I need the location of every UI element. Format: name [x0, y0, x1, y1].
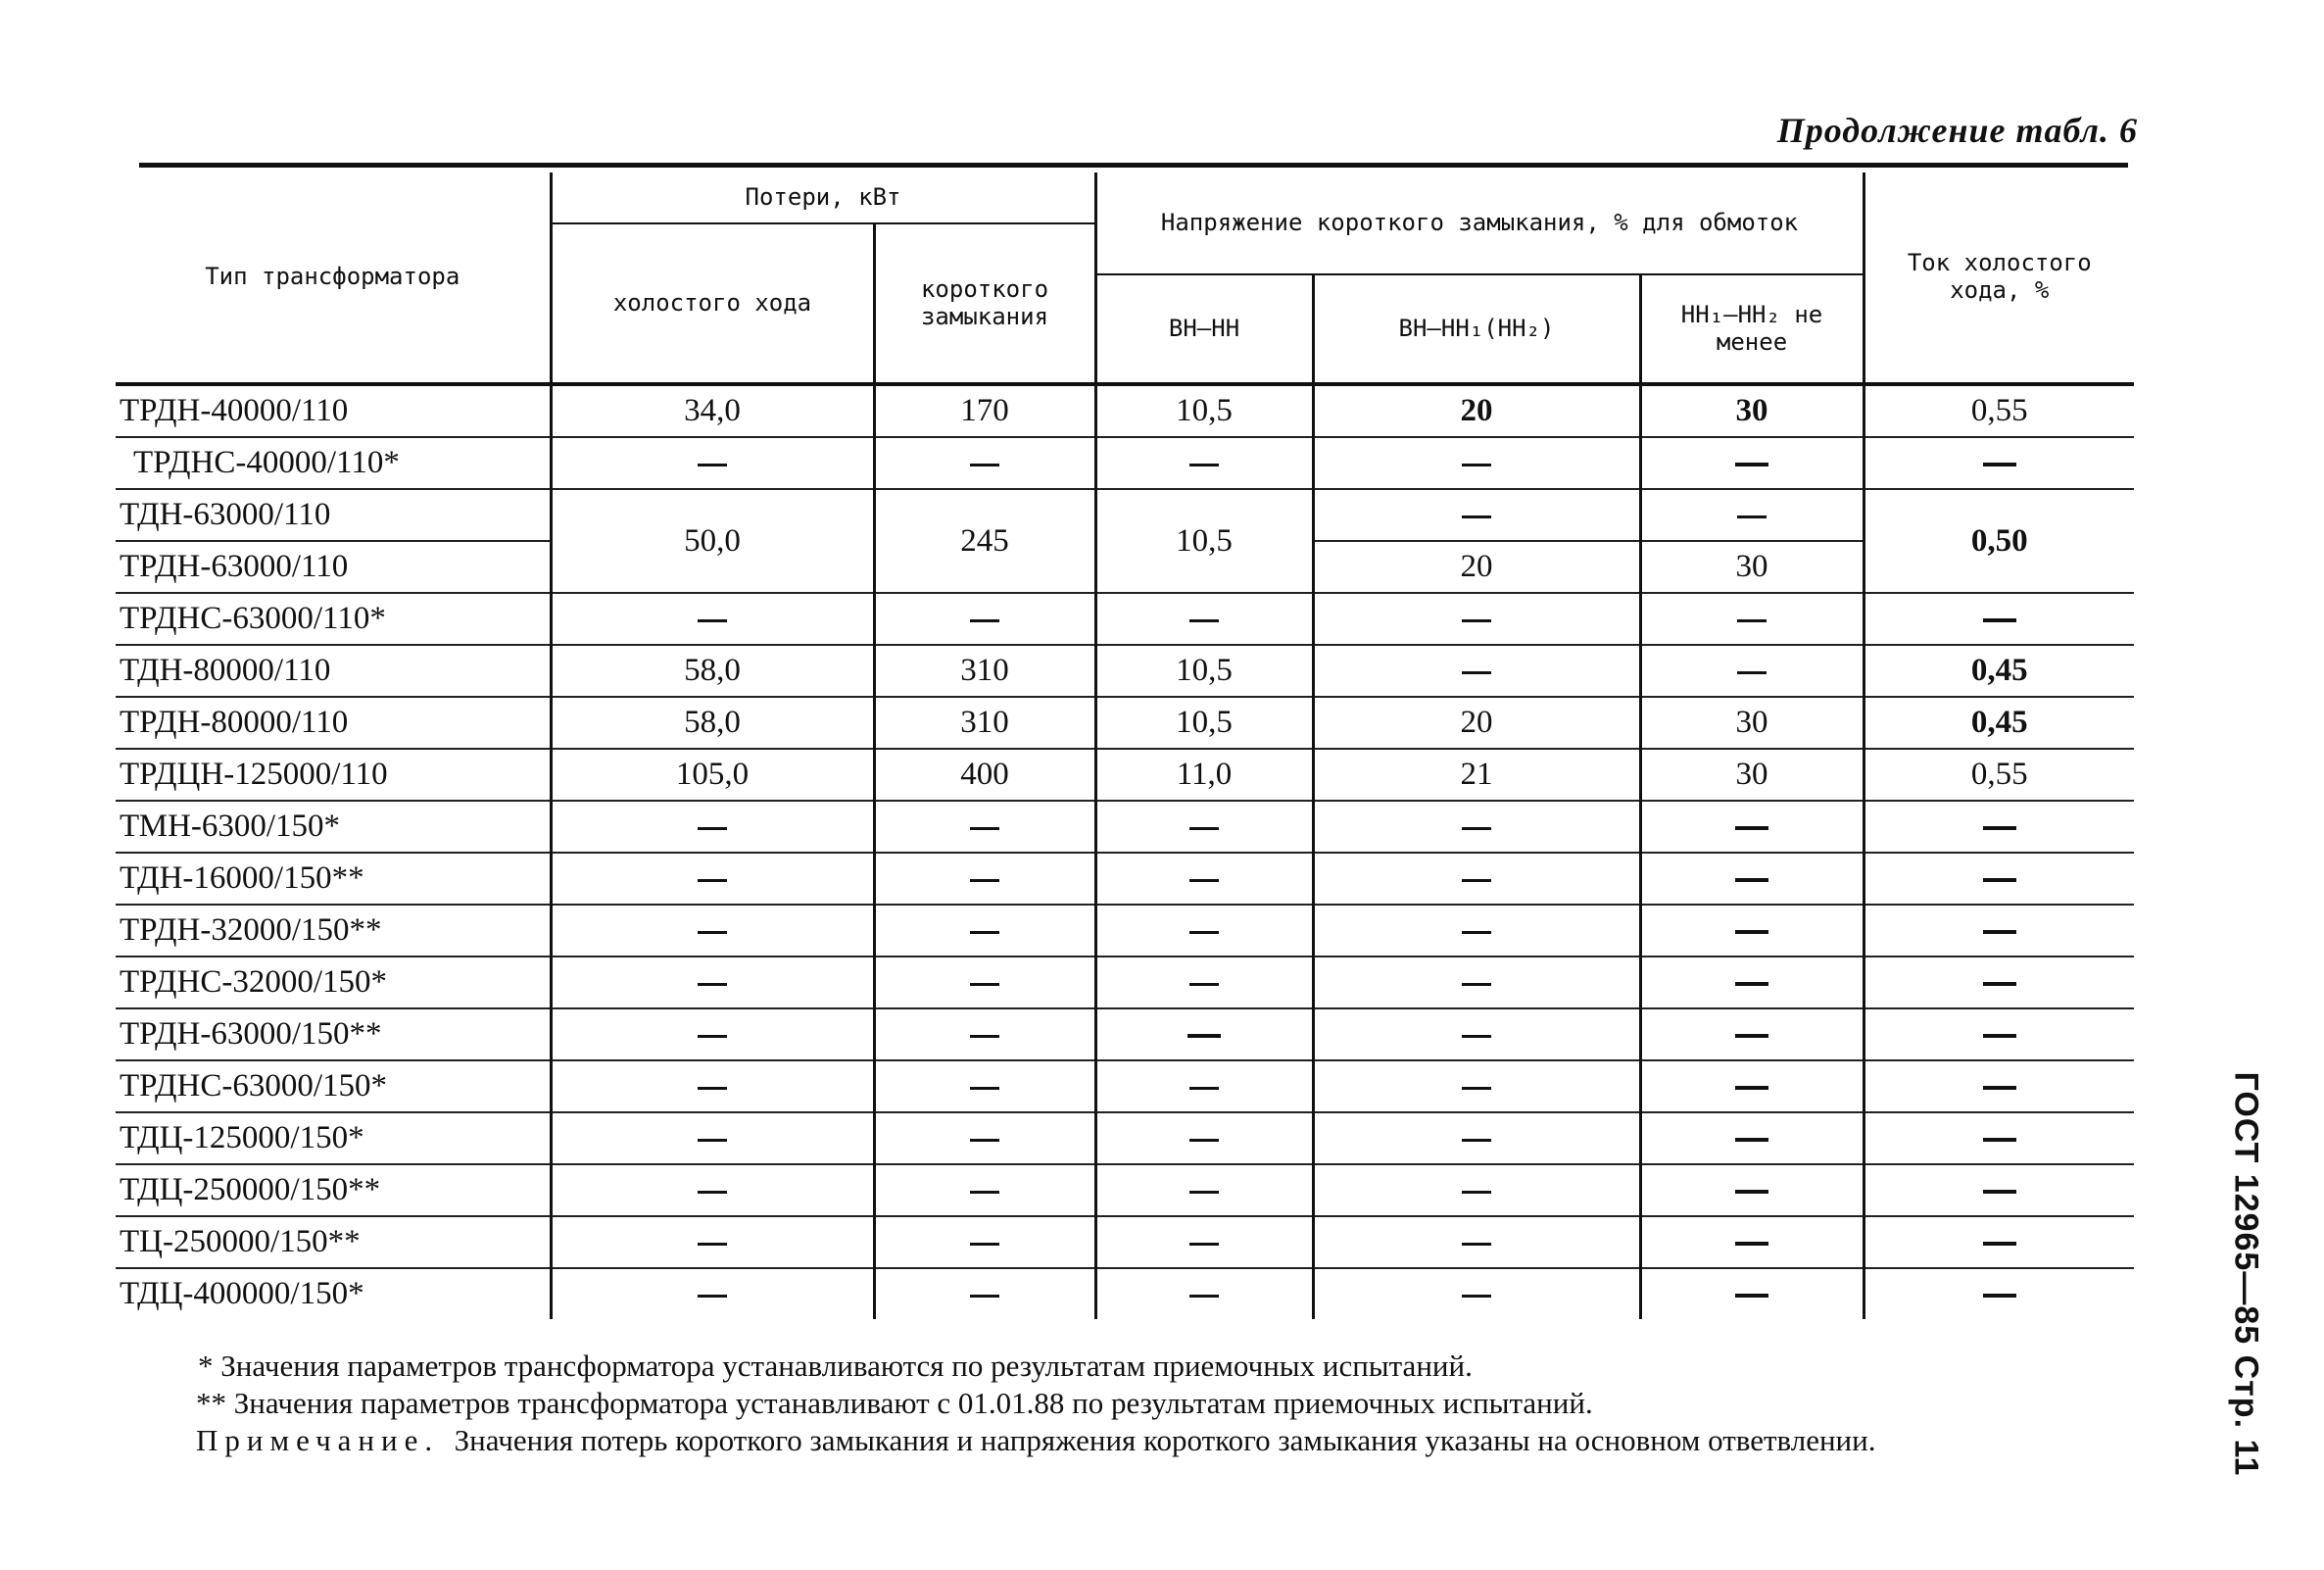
- cell-idle-loss: 34,0: [551, 384, 874, 437]
- dash: [1189, 827, 1219, 830]
- table-row: [116, 1008, 2134, 1060]
- dash: [970, 983, 999, 986]
- dash: [1189, 1191, 1219, 1194]
- dash: [1735, 1034, 1768, 1038]
- cell-vn-nn: 11,0: [1095, 749, 1313, 801]
- header-losses: Потери, кВт: [551, 172, 1095, 223]
- dash: [1983, 1294, 2016, 1298]
- cell-current: 0,55: [1864, 749, 2134, 801]
- dash: [1983, 930, 2016, 934]
- top-rule: [139, 163, 2128, 168]
- dash: [1983, 1034, 2016, 1038]
- transformer-type: ТДН-16000/150**: [116, 853, 551, 905]
- transformer-type: ТРДН-63000/150**: [116, 1008, 551, 1060]
- transformer-type: ТДЦ-125000/150*: [116, 1112, 551, 1164]
- dash: [1983, 618, 2016, 622]
- dash: [1462, 931, 1491, 934]
- header-nn1-nn2: НН₁—НН₂ не менее: [1640, 274, 1864, 384]
- note-text: Значения потерь короткого замыкания и напряжения короткого замыкания указаны на основном ответвлении.: [454, 1423, 1876, 1457]
- table-row: [116, 749, 2134, 801]
- header-losses-short: короткого замыкания: [874, 223, 1095, 384]
- dash: [698, 1295, 727, 1298]
- cell-vn-nn: 10,5: [1095, 645, 1313, 697]
- table-row: [116, 1164, 2134, 1216]
- side-page-header: [2216, 1058, 2275, 1490]
- table-row: [116, 801, 2134, 853]
- dash: [970, 1295, 999, 1298]
- table-row: [116, 1112, 2134, 1164]
- transformer-type: ТРДНС-63000/150*: [116, 1060, 551, 1112]
- dash: [1462, 515, 1491, 518]
- dash: [1462, 827, 1491, 830]
- dash: [1462, 619, 1491, 622]
- dash: [1737, 515, 1767, 518]
- dash: [1189, 931, 1219, 934]
- transformer-type: ТРДН-32000/150**: [116, 905, 551, 957]
- dash: [1462, 983, 1491, 986]
- cell-short-loss: 310: [874, 645, 1095, 697]
- side-header-text: ГОСТ 12965—85 Стр. 11: [2227, 1071, 2265, 1477]
- dash: [1737, 619, 1767, 622]
- table-row: [116, 1060, 2134, 1112]
- dash: [1735, 1242, 1768, 1246]
- cell-vn-nn1: 21: [1313, 749, 1640, 801]
- table-row: [116, 905, 2134, 957]
- cell-short-loss: 310: [874, 697, 1095, 749]
- cell-current: 0,45: [1864, 645, 2134, 697]
- dash: [1189, 1295, 1219, 1298]
- dash: [970, 1087, 999, 1090]
- cell-vn-nn: 10,5: [1095, 697, 1313, 749]
- dash: [970, 827, 999, 830]
- dash: [1735, 826, 1768, 830]
- dash: [1983, 1190, 2016, 1194]
- dash: [970, 464, 999, 466]
- dash: [1983, 982, 2016, 986]
- dash: [698, 931, 727, 934]
- header-vn-nn1: ВН—НН₁(НН₂): [1313, 274, 1640, 384]
- dash: [1187, 1034, 1221, 1038]
- dash: [698, 1191, 727, 1194]
- dash: [970, 619, 999, 622]
- transformer-type: ТРДЦН-125000/110: [116, 749, 551, 801]
- dash: [1189, 1139, 1219, 1142]
- cell-idle-loss: 58,0: [551, 697, 874, 749]
- dash: [698, 619, 727, 622]
- table-row: [116, 697, 2134, 749]
- transformer-table: [116, 172, 2134, 1319]
- dash: [1462, 1035, 1491, 1038]
- footnote-2: ** Значения параметров трансформатора устанавливают с 01.01.88 по результатам приемочных испытаний.: [196, 1386, 1593, 1420]
- dash: [1462, 879, 1491, 882]
- dash: [970, 1139, 999, 1142]
- cell-short-loss-merged: 245: [874, 489, 1095, 593]
- footnote-1: * Значения параметров трансформатора устанавливаются по результатам приемочных испытаний.: [198, 1349, 1473, 1383]
- dash: [698, 983, 727, 986]
- dash: [1983, 1138, 2016, 1142]
- dash: [1735, 1190, 1768, 1194]
- table-row: [116, 853, 2134, 905]
- table-row: [116, 489, 2134, 541]
- header-vn-nn: ВН—НН: [1095, 274, 1313, 384]
- table-row: [116, 957, 2134, 1008]
- dash: [1983, 463, 2016, 466]
- cell-nn1-nn2: 30: [1640, 541, 1864, 593]
- dash: [1462, 1139, 1491, 1142]
- cell-idle-loss: 105,0: [551, 749, 874, 801]
- dash: [1189, 619, 1219, 622]
- dash: [1735, 878, 1768, 882]
- header-voltage: Напряжение короткого замыкания, % для обмоток: [1095, 172, 1864, 274]
- header-losses-idle: холостого хода: [551, 223, 874, 384]
- dash: [1462, 1295, 1491, 1298]
- table-row: [116, 437, 2134, 489]
- table-row: [116, 1216, 2134, 1268]
- transformer-type: ТРДН-80000/110: [116, 697, 551, 749]
- cell-nn1-nn2: 30: [1640, 749, 1864, 801]
- dash: [970, 1191, 999, 1194]
- cell-current: 0,55: [1864, 384, 2134, 437]
- footnotes: [116, 1348, 2134, 1459]
- header-type: Тип трансформатора: [116, 172, 551, 384]
- dash: [1189, 1243, 1219, 1246]
- cell-short-loss: 400: [874, 749, 1095, 801]
- cell-short-loss: 170: [874, 384, 1095, 437]
- dash: [1983, 1086, 2016, 1090]
- dash: [970, 931, 999, 934]
- cell-vn-nn1: 20: [1313, 541, 1640, 593]
- cell-vn-nn1: 20: [1313, 697, 1640, 749]
- cell-nn1-nn2: 30: [1640, 697, 1864, 749]
- dash: [1983, 1242, 2016, 1246]
- dash: [1735, 1294, 1768, 1298]
- transformer-type: ТДН-63000/110: [116, 489, 551, 541]
- dash: [970, 1035, 999, 1038]
- cell-idle-loss: 58,0: [551, 645, 874, 697]
- dash: [698, 1035, 727, 1038]
- dash: [1462, 464, 1491, 466]
- dash: [1189, 1087, 1219, 1090]
- dash: [1735, 463, 1768, 466]
- cell-idle-loss-merged: 50,0: [551, 489, 874, 593]
- dash: [1189, 464, 1219, 466]
- note-label: Примечание.: [196, 1423, 440, 1457]
- dash: [1735, 982, 1768, 986]
- dash: [1735, 1086, 1768, 1090]
- transformer-type: ТДЦ-250000/150**: [116, 1164, 551, 1216]
- transformer-type: ТДН-80000/110: [116, 645, 551, 697]
- cell-vn-nn1: 20: [1313, 384, 1640, 437]
- dash: [1462, 671, 1491, 674]
- dash: [1735, 930, 1768, 934]
- dash: [1737, 671, 1767, 674]
- dash: [1462, 1191, 1491, 1194]
- dash: [698, 1087, 727, 1090]
- table-row: [116, 593, 2134, 645]
- dash: [1189, 983, 1219, 986]
- dash: [1983, 826, 2016, 830]
- table-row: [116, 384, 2134, 437]
- transformer-type: ТМН-6300/150*: [116, 801, 551, 853]
- cell-current-merged: 0,50: [1864, 489, 2134, 593]
- dash: [698, 1243, 727, 1246]
- dash: [1189, 879, 1219, 882]
- cell-vn-nn-merged: 10,5: [1095, 489, 1313, 593]
- transformer-type: ТРДНС-63000/110*: [116, 593, 551, 645]
- transformer-type: ТРДН-63000/110: [116, 541, 551, 593]
- dash: [698, 1139, 727, 1142]
- dash: [970, 879, 999, 882]
- transformer-type: ТЦ-250000/150**: [116, 1216, 551, 1268]
- transformer-type: ТРДНС-40000/110*: [116, 437, 551, 489]
- table-row: [116, 645, 2134, 697]
- dash: [1462, 1243, 1491, 1246]
- dash: [1983, 878, 2016, 882]
- transformer-type: ТДЦ-400000/150*: [120, 1276, 364, 1311]
- table-body: [116, 384, 2134, 1319]
- dash: [698, 879, 727, 882]
- continuation-label: Продолжение табл. 6: [1776, 111, 2138, 150]
- transformer-type: ТРДН-40000/110: [116, 384, 551, 437]
- transformer-type: ТРДНС-32000/150*: [116, 957, 551, 1008]
- cell-vn-nn: 10,5: [1095, 384, 1313, 437]
- dash: [1735, 1138, 1768, 1142]
- dash: [1462, 1087, 1491, 1090]
- table-row: [116, 1268, 2134, 1319]
- footnote-note: [116, 1422, 2134, 1459]
- dash: [698, 827, 727, 830]
- dash: [970, 1243, 999, 1246]
- header-current: Ток холостого хода, %: [1864, 172, 2134, 384]
- dash: [698, 464, 727, 466]
- cell-current: 0,45: [1864, 697, 2134, 749]
- cell-nn1-nn2: 30: [1640, 384, 1864, 437]
